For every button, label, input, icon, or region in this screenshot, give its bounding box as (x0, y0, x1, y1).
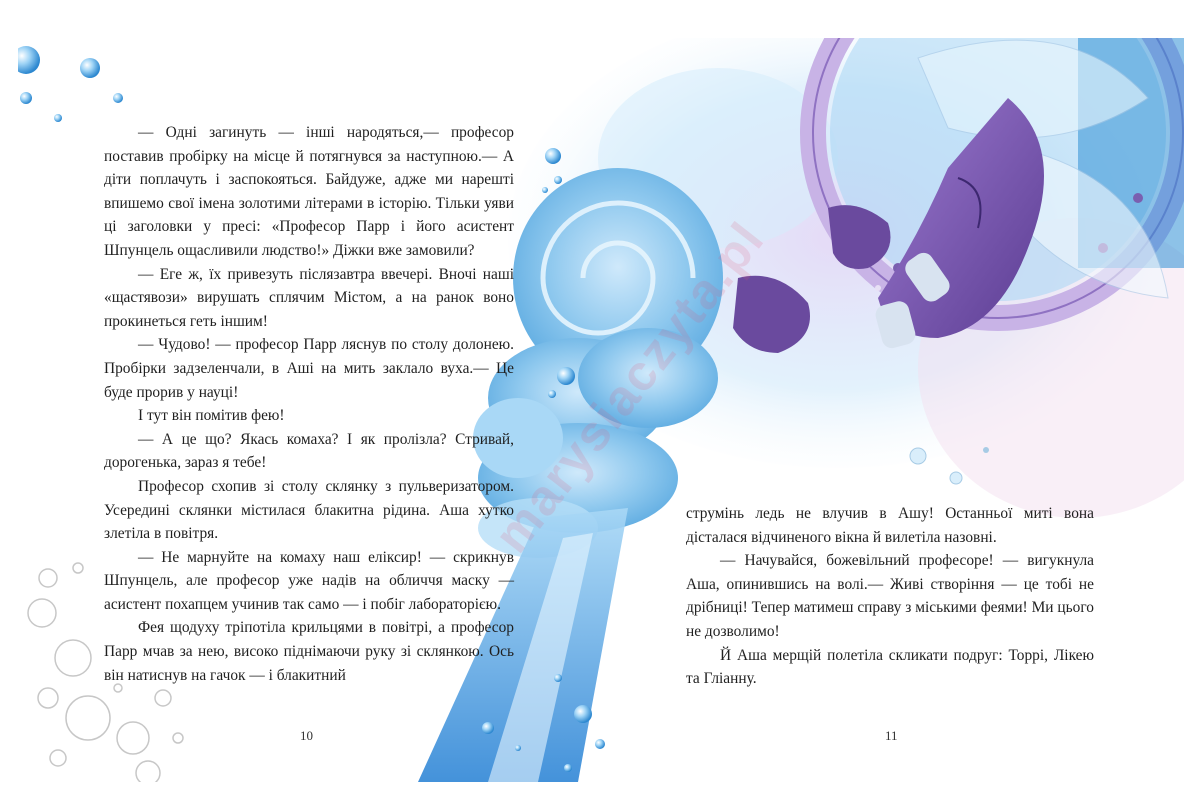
paragraph: Фея щодуху тріпотіла крильцями в повітрі, а професор Парр мчав за нею, високо піднімаючи руку зі склянкою. Ось він натиснув на гачок — і блакитний (104, 619, 514, 684)
paragraph: — А це що? Якась комаха? І як пролізла? Стривай, дорогенька, зараз я тебе! (104, 430, 514, 472)
left-page-text (104, 121, 514, 687)
paragraph: — Начувайся, божевільний професоре! — вигукнула Аша, опинившись на волі.— Живі створіння — це тобі не дрібниці! Тепер матимеш справу з міськими феями! Ми цього не дозволимо! (686, 552, 1094, 640)
page-number-right: 11 (885, 728, 898, 743)
paragraph: — Чудово! — професор Парр ляснув по столу долонею. Пробірки задзеленчали, в Аші на мить заклало вуха.— Це буде прорив у науці! (104, 336, 514, 401)
paragraph: — Не марнуйте на комаху наш еліксир! — скрикнув Шпунцель, але професор уже надів на обличчя маску — асистент похапцем учинив так само — і побіг лабораторією. (104, 548, 514, 613)
book-spread (18, 38, 1184, 782)
paragraph-continuation: струмінь ледь не влучив в Ашу! Останньої миті вона дісталася відчиненого вікна й вилетіла назовні. (686, 505, 1094, 546)
paragraph: — Еге ж, їх привезуть післязавтра ввечері. Вночі наші «щастявози» вирушать сплячим Містом, а на ранок воно прокинеться геть іншим! (104, 265, 514, 330)
page-number-left: 10 (300, 728, 313, 743)
paragraph: Професор схопив зі столу склянку з пульверизатором. Усередині склянки містилася блакитна рідина. Аша хутко злетіла в повітря. (104, 477, 514, 543)
right-page-text (686, 502, 1094, 691)
paragraph: І тут він помітив фею! (138, 407, 285, 425)
paragraph: Й Аша мерщій полетіла скликати подруг: Торрі, Лікею та Гліанну. (686, 646, 1094, 688)
paragraph: — Одні загинуть — інші народяться,— професор поставив пробірку на місце й потягнувся за наступною.— А діти поплачуть і заспокояться. Байдуже, адже ми нарешті впишемо свої імена золотими літерами в історію. Тільки уяви ці заголовки у пресі: «Професор Парр і його асистент Шпунцель ощасливили людство!» Діжки вже замовили? (104, 124, 514, 259)
